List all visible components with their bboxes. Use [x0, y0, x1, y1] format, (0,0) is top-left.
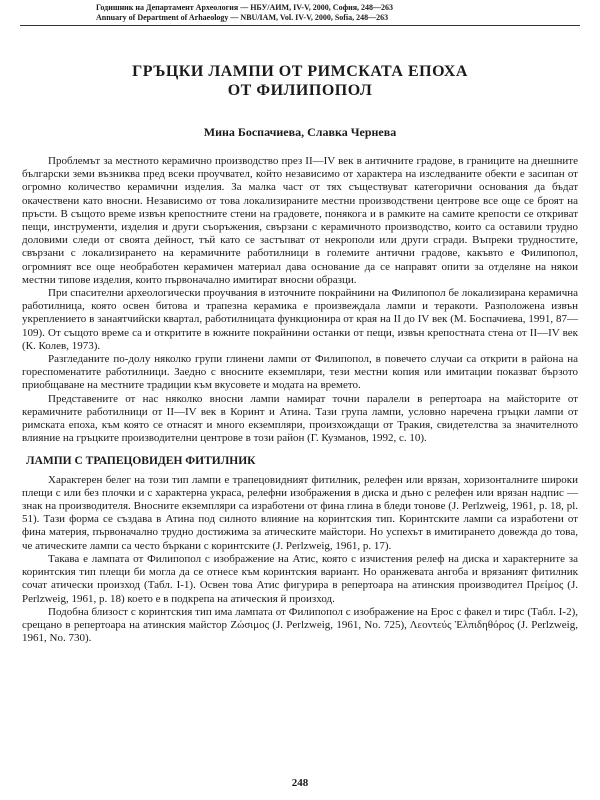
paragraph: Подобна близост с коринтския тип има лампата от Филипопол с изображение на Ерос с факел и тирс (Табл. I-2), срещано в репертоара на атинския майстор Ζώσιμος (J. Perlzweig, 1961, No. 725), Λεοντεύς Ἐλπιδηθόρος (J. Perlzweig, 1961, No. 730).: [22, 605, 578, 645]
article-title: [20, 62, 580, 100]
paragraph: Представените от нас няколко вносни лампи намират точни паралели в репертоара на майсторите от керамичните работилници от II—IV век в Коринт и Атина. Тази група лампи, условно наречена гръцки лампи от римската епоха, към която се отнасят и много екземпляри, произхождащи от Тракия, свидетелства за значителното влияние на гръцките производителни центрове в този район (Г. Кузманов, 1992, с. 10).: [22, 392, 578, 445]
paragraph: Такава е лампата от Филипопол с изображение на Атис, която с изчистения релеф на диска и характерните за коринтския тип плещи би могла да се отнесе към коринтския вариант. Но оранжевата ангоба и врязаният фитилник сочат атически произход (Табл. I-1). Освен това Атис фигурира в репертоара на атинския производител Πρείμος (J. Perlzweig, 1961, p. 18) което е в подкрепа на атическия й произход.: [22, 552, 578, 605]
paragraph: Разгледаните по-долу няколко групи глинени лампи от Филипопол, в повечето случаи са открити в района на гореспоменатите работилници. Заедно с вносните екземпляри, тези местни копия или имитации показват бързото приобщаване на местните традиции към вкусовете и модата на времето.: [22, 353, 578, 392]
title-line-1: ГРЪЦКИ ЛАМПИ ОТ РИМСКАТА ЕПОХА: [132, 63, 468, 80]
paragraph: При спасителни археологически проучвания в източните покрайнини на Филипопол бе локализирана керамична работилница, която освен битова и трапезна керамика е произвеждала лампи и теракоти. Разположена извън укреплението в занаятчийски квартал, работилницата функционира от края на II до IV век (М. Боспачиева, 1991, 87—109). От същото време са и откритите в южните покрайнини останки от пещи, извън крепостната стена от II—IV век (К. Колев, 1973).: [22, 287, 578, 352]
paragraph: Характерен белег на този тип лампи е трапецовидният фитилник, релефен или врязан, хоризонталните широки плещи с или без плочки и с характерна украса, релефни изображения в диска и дъно с релефен или врязан надпис — знак на производителя. Вносните екземпляри са изработени от фина глина в бледи тонове (J. Perlzweig, 1961, p. 18, pl. 51). Тази форма се създава в Атина под силното влияние на коринтския тип. Коринтските лампи са изработени от фина материя, първоначално трудно достижима за атическите майстори. Но успехът в имитирането довежда до това, че атическите лампи са често бъркани с коринтските (J. Perlzweig, 1961, p. 17).: [22, 473, 578, 552]
paragraph: Проблемът за местното керамично производство през II—IV век в античните градове, в границите на днешните български земи възниква пред всеки проучвател, който независимо от характера на изследваните обекти е засипан от огромно количество керамични изделия. За малка част от тях съществуват категорични основания да бъдат окачествени като вносни. Независимо от това локализираните местни производствени центрове все още се броят на пръсти. В същото време извън крепостните стени на градовете, понякога и в рамките на самите крепости се откриват пещи, инструменти, изделия и други съоръжения, свързани с керамичното производство, които са оставили трудно доловими следи от своята дейност, тъй като се застъпват от некрополи или други сгради. Въпреки трудностите, свързани с локализирането на керамичните работилници в големите антични градове, какъвто е Филипопол, огромният все още необработен керамичен материал дава основание да се направят опити за отделяне на някои местни типове изделия, които първоначално имитират вносни образци.: [22, 155, 578, 286]
header-rule: [20, 25, 580, 26]
page-number: 248: [291, 777, 309, 789]
running-head: [96, 3, 516, 22]
article-body: [22, 155, 578, 645]
title-line-2: ОТ ФИЛИПОПОЛ: [227, 82, 373, 99]
running-head-bulgarian: Годишник на Департамент Археология — НБУ/АИМ, IV-V, 2000, София, 248—263: [96, 3, 394, 12]
section-heading: ЛАМПИ С ТРАПЕЦОВИДЕН ФИТИЛНИК: [26, 455, 256, 468]
running-head-english: Annuary of Department of Arhaeology — NBU/IAM, Vol. IV-V, 2000, Sofia, 248—263: [96, 12, 389, 22]
authors: Мина Боспачиева, Славка Чернева: [203, 125, 397, 139]
